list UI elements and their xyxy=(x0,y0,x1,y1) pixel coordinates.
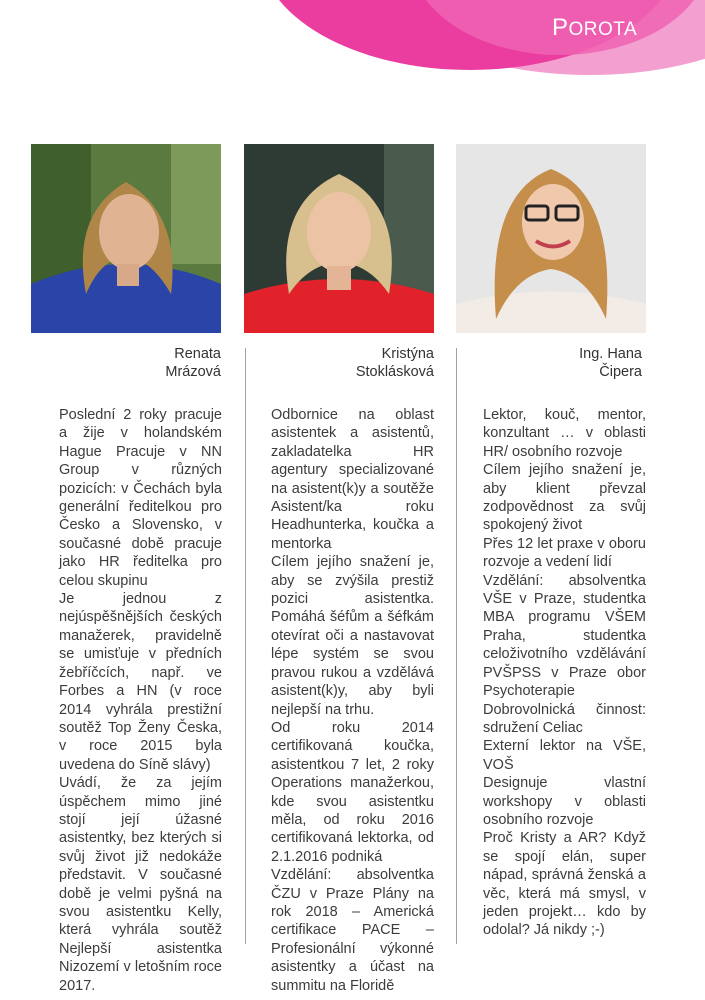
judge-name-hana: Ing. Hana Čipera xyxy=(579,346,642,380)
judge-bio-renata xyxy=(59,406,222,995)
bio-paragraph: Přes 12 let praxe v oboru rozvoje a vedení lidí xyxy=(483,535,646,571)
judge-name-kristyna: Kristýna Stoklásková xyxy=(355,346,434,380)
bio-paragraph: Externí lektor na VŠE, VOŠ xyxy=(483,738,646,773)
bio-paragraph: Poslední 2 roky pracuje a žije v holandském Hague Pracuje v NN Group v různých pozicích: v Čechách byla generální ředitelkou pro Česko a Slovensko, v současné době pracuje jako HR ředitelka pro celou skupinu xyxy=(59,407,222,589)
bio-paragraph: Vzdělání: absolventka VŠE v Praze, studentka MBA programu VŠEM Praha, studentka celoživotního vzdělávání PVŠPSS v Praze obor Psychoterapie xyxy=(483,572,646,700)
bio-paragraph: Lektor, kouč, mentor, konzultant … v oblasti HR/ osobního rozvoje xyxy=(483,407,646,460)
portrait-photo-hana xyxy=(456,144,646,333)
bio-paragraph: Je jednou z nejúspěšnějších českých manažerek, pravidelně se umisťuje v předních žebříčcích, např. ve Forbes a HN (v roce 2014 vyhrála prestižní soutěž Top Ženy Česka, v roce 2015 byla uvedena do Síně slávy) xyxy=(59,591,222,773)
bio-paragraph: Cílem jejího snažení je, aby se zvýšila prestiž pozici asistentka. Pomáhá šéfům a šéfkám otevírat oči a nastavovat lépe systém se svou pravou rukou a vzdělává asistent(k)y, aby byli nejlepší na trhu. xyxy=(271,554,434,718)
bio-paragraph: Designuje vlastní workshopy v oblasti osobního rozvoje xyxy=(483,775,646,828)
bio-paragraph: Odbornice na oblast asistentek a asistentů, zakladatelka HR agentury specializované na asistent(k)y a soutěže Asistent/ka roku Headhunterka, koučka a mentorka xyxy=(271,407,434,552)
judge-name-renata: Renata Mrázová xyxy=(165,346,221,380)
portrait-photo-renata xyxy=(31,144,221,333)
judge-bio-kristyna xyxy=(271,406,434,995)
portrait-photo-kristyna xyxy=(244,144,434,333)
column-divider xyxy=(456,348,457,944)
bio-paragraph: Proč Kristy a AR? Když se spojí elán, super nápad, správná ženská a věc, která má smysl, v jeden projekt… kdo by odolal? Já nikdy ;-) xyxy=(483,830,646,939)
judge-bio-hana xyxy=(483,406,646,940)
bio-paragraph: Uvádí, že za jejím úspěchem mimo jiné stojí její úžasné asistentky, bez kterých si svůj život již nedokáže představit. V současné době je velmi pyšná na svou asistentku Kelly, která vyhrála soutěž Nejlepší asistentka Nizozemí v letošním roce 2017. xyxy=(59,775,222,994)
bio-paragraph: Vzdělání: absolventka ČZU v Praze Plány na rok 2018 – Americká certifikace PACE – Profesionální výkonné asistentky a účast na summitu na Floridě xyxy=(271,867,434,994)
column-divider xyxy=(245,348,246,944)
bio-paragraph: Cílem jejího snažení je, aby klient převzal zodpovědnost za svůj spokojený život xyxy=(483,462,646,534)
bio-paragraph: Od roku 2014 certifikovaná koučka, asistentkou 7 let, 2 roky Operations manažerkou, kde svou asistentku měla, od roku 2016 certifikovaná lektorka, od 2.1.2016 podniká xyxy=(271,719,434,865)
brand-title: POROTA xyxy=(552,14,638,41)
bio-paragraph: Dobrovolnická činnost: sdružení Celiac xyxy=(483,701,646,736)
